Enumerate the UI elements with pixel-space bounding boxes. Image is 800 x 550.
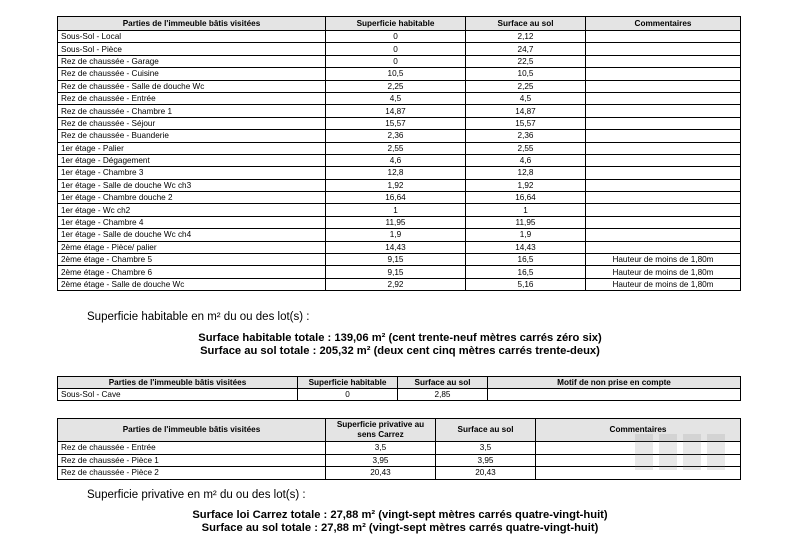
cell-floor-area: 2,85 [398,389,488,401]
cell-room: Sous-Sol - Pièce [58,43,326,55]
table-row [58,241,741,253]
cell-comment: Hauteur de moins de 1,80m [586,278,741,290]
cell-room: 2ème étage - Salle de douche Wc [58,278,326,290]
cell-comment [586,241,741,253]
cell-area: 4,5 [326,92,466,104]
total-floor-line: Surface au sol totale : 205,32 m² (deux cent cinq mètres carrés trente-deux) [200,345,600,357]
cell-comment [586,80,741,92]
cell-floor-area: 24,7 [466,43,586,55]
cell-comment [586,204,741,216]
cell-area: 3,95 [326,454,436,467]
cell-floor-area: 2,55 [466,142,586,154]
table-row [58,43,741,55]
cell-comment [586,92,741,104]
cell-floor-area: 1,9 [466,229,586,241]
column-header-habitable: Superficie habitable [326,17,466,31]
total-floor-carrez-line: Surface au sol totale : 27,88 m² (vingt-sept mètres carrés quatre-vingt-huit) [201,522,599,534]
cell-room: Rez de chaussée - Entrée [58,92,326,104]
cell-comment [586,68,741,80]
cell-room: 1er étage - Salle de douche Wc ch3 [58,179,326,191]
cell-area: 3,5 [326,442,436,455]
cell-floor-area: 2,12 [466,31,586,43]
cell-room: Rez de chaussée - Buanderie [58,130,326,142]
cell-room: 1er étage - Palier [58,142,326,154]
cell-floor-area: 1 [466,204,586,216]
column-header-comments: Commentaires [536,419,741,442]
cell-area: 16,64 [326,192,466,204]
cell-floor-area: 1,92 [466,179,586,191]
cell-area: 10,5 [326,68,466,80]
carrez-note: Superficie privative en m² du ou des lot(s) : [87,489,306,501]
cell-area: 12,8 [326,167,466,179]
cell-comment [586,43,741,55]
cell-floor-area: 5,16 [466,278,586,290]
cell-area: 0 [326,43,466,55]
table-header-row [58,377,741,389]
table-row [58,254,741,266]
cell-comment [488,389,741,401]
cell-area: 2,36 [326,130,466,142]
surface-table-excluded [57,376,741,401]
cell-floor-area: 16,5 [466,266,586,278]
cell-room: Sous-Sol - Local [58,31,326,43]
table-row [58,179,741,191]
cell-floor-area: 3,5 [436,442,536,455]
cell-room: Rez de chaussée - Cuisine [58,68,326,80]
column-header-parts: Parties de l'immeuble bâtis visitées [58,377,298,389]
cell-floor-area: 4,5 [466,92,586,104]
table-row [58,278,741,290]
cell-room: 2ème étage - Chambre 5 [58,254,326,266]
table-row [58,142,741,154]
cell-room: Rez de chaussée - Entrée [58,442,326,455]
cell-floor-area: 15,57 [466,117,586,129]
cell-room: Rez de chaussée - Salle de douche Wc [58,80,326,92]
cell-room: 2ème étage - Chambre 6 [58,266,326,278]
cell-room: Rez de chaussée - Pièce 2 [58,467,326,480]
table-row [58,105,741,117]
column-header-comments: Commentaires [586,17,741,31]
cell-area: 15,57 [326,117,466,129]
cell-floor-area: 16,5 [466,254,586,266]
table-row [58,216,741,228]
table-row [58,266,741,278]
table-body [58,389,741,401]
cell-floor-area: 10,5 [466,68,586,80]
table-row [58,204,741,216]
table-row [58,389,741,401]
cell-room: 1er étage - Chambre 3 [58,167,326,179]
cell-floor-area: 11,95 [466,216,586,228]
cell-area: 2,92 [326,278,466,290]
cell-comment [586,130,741,142]
cell-comment [586,142,741,154]
cell-floor-area: 2,25 [466,80,586,92]
cell-comment [586,167,741,179]
table-row [58,154,741,166]
cell-area: 14,87 [326,105,466,117]
cell-room: Sous-Sol - Cave [58,389,298,401]
column-header-habitable: Superficie habitable [298,377,398,389]
cell-area: 2,55 [326,142,466,154]
column-header-exclusion-reason: Motif de non prise en compte [488,377,741,389]
cell-area: 1 [326,204,466,216]
cell-room: 1er étage - Wc ch2 [58,204,326,216]
table-row [58,130,741,142]
cell-comment [586,179,741,191]
table-row [58,31,741,43]
cell-floor-area: 14,87 [466,105,586,117]
cell-room: 1er étage - Dégagement [58,154,326,166]
cell-comment [586,154,741,166]
column-header-floor-surface: Surface au sol [466,17,586,31]
cell-area: 0 [326,31,466,43]
table-row [58,92,741,104]
cell-comment [586,216,741,228]
cell-area: 9,15 [326,254,466,266]
cell-comment [586,55,741,67]
cell-area: 1,92 [326,179,466,191]
cell-floor-area: 16,64 [466,192,586,204]
column-header-floor-surface: Surface au sol [398,377,488,389]
habitable-note: Superficie habitable en m² du ou des lot(s) : [87,311,310,323]
cell-floor-area: 4,6 [466,154,586,166]
cell-area: 9,15 [326,266,466,278]
cell-room: Rez de chaussée - Chambre 1 [58,105,326,117]
cell-comment [586,31,741,43]
total-habitable-line: Surface habitable totale : 139,06 m² (cent trente-neuf mètres carrés zéro six) [198,332,602,344]
table-row [58,80,741,92]
table-row [58,192,741,204]
cell-area: 14,43 [326,241,466,253]
cell-room: 1er étage - Chambre 4 [58,216,326,228]
cell-floor-area: 12,8 [466,167,586,179]
table-body [58,31,741,291]
table-row [58,68,741,80]
cell-comment [586,229,741,241]
column-header-carrez: Superficie privative au sens Carrez [326,419,436,442]
column-header-floor-surface: Surface au sol [436,419,536,442]
table-row [58,229,741,241]
cell-floor-area: 2,36 [466,130,586,142]
cell-room: 1er étage - Salle de douche Wc ch4 [58,229,326,241]
cell-floor-area: 3,95 [436,454,536,467]
cell-area: 0 [326,55,466,67]
cell-room: Rez de chaussée - Pièce 1 [58,454,326,467]
table-header-row [58,17,741,31]
table-row [58,167,741,179]
cell-area: 2,25 [326,80,466,92]
table-row [58,117,741,129]
cell-floor-area: 20,43 [436,467,536,480]
cell-area: 11,95 [326,216,466,228]
column-header-parts: Parties de l'immeuble bâtis visitées [58,419,326,442]
watermark-logo-icon [625,422,745,482]
cell-area: 1,9 [326,229,466,241]
cell-comment [586,192,741,204]
cell-room: 1er étage - Chambre douche 2 [58,192,326,204]
cell-room: 2ème étage - Pièce/ palier [58,241,326,253]
surface-table-main [57,16,741,291]
table-row [58,55,741,67]
cell-area: 4,6 [326,154,466,166]
column-header-parts: Parties de l'immeuble bâtis visitées [58,17,326,31]
cell-room: Rez de chaussée - Garage [58,55,326,67]
cell-floor-area: 14,43 [466,241,586,253]
cell-comment [586,105,741,117]
cell-comment: Hauteur de moins de 1,80m [586,254,741,266]
cell-floor-area: 22,5 [466,55,586,67]
cell-area: 0 [298,389,398,401]
cell-area: 20,43 [326,467,436,480]
cell-room: Rez de chaussée - Séjour [58,117,326,129]
cell-comment [586,117,741,129]
cell-comment: Hauteur de moins de 1,80m [586,266,741,278]
total-carrez-line: Surface loi Carrez totale : 27,88 m² (vingt-sept mètres carrés quatre-vingt-huit) [192,509,608,521]
